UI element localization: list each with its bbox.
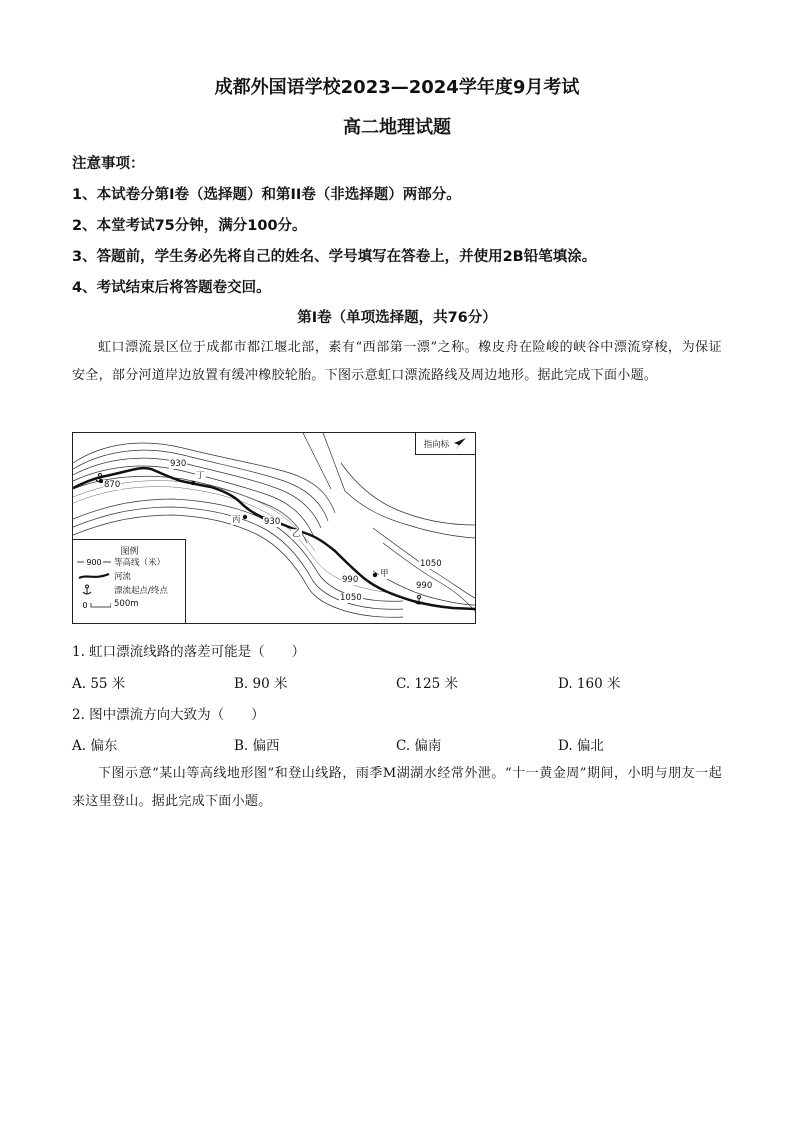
point-label-ding: 丁 [196, 471, 205, 481]
point-label-yi: 乙 [292, 529, 301, 539]
contour-label-870: 870 [104, 480, 121, 490]
scale-bar-icon [77, 598, 111, 610]
legend-row-contour [77, 556, 165, 568]
legend-label-contour: 等高线（米） [114, 558, 166, 568]
contour-label-1050-a: 1050 [420, 559, 442, 569]
legend-label-scale: 500m [114, 599, 139, 609]
map-legend [73, 539, 186, 624]
question-1-option-d: D. 160 米 [558, 676, 621, 692]
svg-text:0: 0 [82, 601, 88, 610]
contour-line-icon [77, 557, 111, 567]
legend-row-anchor [77, 584, 168, 596]
note-item-2: 2、本堂考试75分钟，满分100分。 [72, 218, 307, 234]
legend-title: 图例 [120, 547, 139, 557]
legend-row-scale [77, 598, 139, 610]
river-icon [77, 571, 111, 581]
exam-subtitle: 高二地理试题 [343, 117, 451, 138]
contour-label-1050-b: 1050 [340, 593, 362, 603]
notes-heading: 注意事项： [72, 156, 145, 172]
question-2-option-b: B. 偏西 [234, 738, 280, 754]
point-label-bing: 丙 [232, 515, 241, 525]
passage-1: 虹口漂流景区位于成都市都江堰北部，素有“西部第一漂”之称。橡皮舟在险峻的峡谷中漂流穿梭，为保证安全，部分河道岸边放置有缓冲橡胶轮胎。下图示意虹口漂流路线及周边地形。据此完成下面小题。 [72, 340, 722, 383]
section-title: 第I卷（单项选择题，共76分） [297, 310, 497, 326]
question-1-option-a: A. 55 米 [72, 676, 126, 692]
contour-label-990-b: 990 [416, 581, 433, 591]
legend-label-river: 河流 [114, 572, 132, 582]
question-2-option-a: A. 偏东 [72, 738, 118, 754]
contour-label-930-a: 930 [170, 459, 187, 469]
anchor-icon [77, 584, 111, 596]
question-1-stem: 1. 虹口漂流线路的落差可能是（ ） [72, 644, 306, 660]
question-1-option-c: C. 125 米 [396, 676, 458, 692]
question-2-option-d: D. 偏北 [558, 738, 604, 754]
svg-text:900: 900 [86, 558, 102, 567]
legend-label-anchor: 漂流起点/终点 [114, 586, 168, 596]
passage-2: 下图示意“某山等高线地形图”和登山线路，雨季M湖湖水经常外泄。“十一黄金周”期间，小明与朋友一起来这里登山。据此完成下面小题。 [72, 766, 722, 809]
note-item-1: 1、本试卷分第I卷（选择题）和第II卷（非选择题）两部分。 [72, 187, 461, 203]
north-indicator [415, 433, 475, 455]
question-2-option-c: C. 偏南 [396, 738, 442, 754]
contour-label-990-a: 990 [342, 575, 359, 585]
contour-label-930-b: 930 [264, 517, 281, 527]
exam-title: 成都外国语学校2023—2024学年度9月考试 [214, 77, 580, 98]
north-label: 指向标 [423, 439, 450, 450]
question-1-option-b: B. 90 米 [234, 676, 288, 692]
note-item-4: 4、考试结束后将答题卷交回。 [72, 280, 271, 296]
point-label-jia: 甲 [380, 569, 389, 579]
note-item-3: 3、答题前，学生务必先将自己的姓名、学号填写在答卷上，并使用2B铅笔填涂。 [72, 249, 597, 265]
north-arrow-icon [453, 437, 467, 451]
legend-row-river [77, 570, 131, 582]
question-2-stem: 2. 图中漂流方向大致为（ ） [72, 707, 265, 723]
rafting-route-map [72, 432, 476, 624]
end-anchor-icon [415, 596, 423, 605]
